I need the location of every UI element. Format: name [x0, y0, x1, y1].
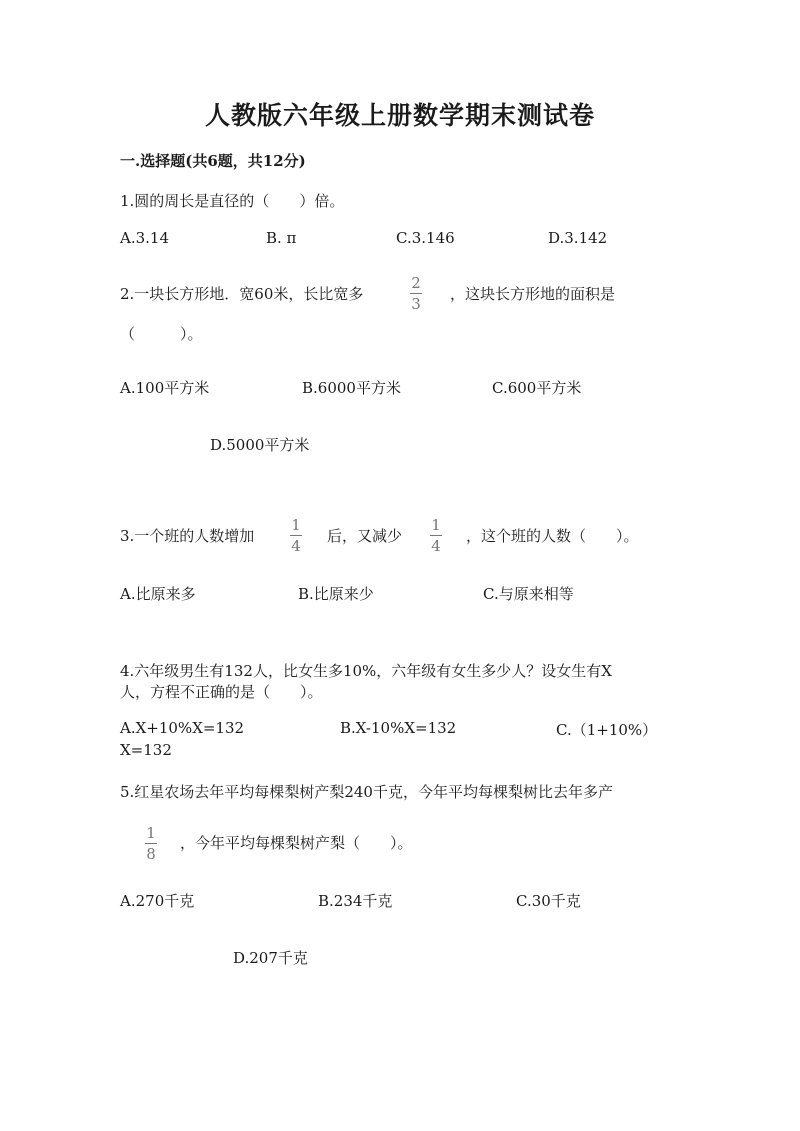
- fraction-numerator: 2: [411, 274, 421, 292]
- question-4-option-c-line2: X=132: [120, 741, 172, 759]
- question-5-option-a: A.270千克: [120, 892, 195, 910]
- question-1-option-d: D.3.142: [548, 229, 608, 247]
- page-title: 人教版六年级上册数学期末测试卷: [204, 101, 595, 130]
- question-3-text-after: ，这个班的人数（ ）。: [466, 527, 639, 545]
- fraction-numerator: 1: [291, 516, 301, 534]
- question-3-text-middle: 后，又减少: [327, 527, 403, 545]
- fraction-bar: [430, 535, 442, 536]
- question-4-option-b: B.X-10%X=132: [340, 719, 457, 737]
- fraction-denominator: 4: [291, 537, 301, 555]
- question-2-fraction: [410, 275, 422, 312]
- question-3-option-b: B.比原来少: [298, 585, 374, 603]
- fraction-bar: [290, 535, 302, 536]
- question-1-option-a: A.3.14: [120, 229, 169, 247]
- question-5-fraction: [145, 825, 157, 862]
- fraction-bar: [410, 293, 422, 294]
- question-3-fraction-1: [290, 517, 302, 554]
- question-2-option-d: D.5000平方米: [210, 436, 310, 454]
- question-4-line1: 4.六年级男生有132人，比女生多10%，六年级有女生多少人？设女生有X: [120, 662, 612, 680]
- question-3-option-c: C.与原来相等: [483, 585, 574, 603]
- section-heading: 一.选择题(共6题，共12分): [120, 152, 306, 170]
- question-5-line1: 5.红星农场去年平均每棵梨树产梨240千克，今年平均每棵梨树比去年多产: [120, 783, 613, 801]
- fraction-denominator: 4: [431, 537, 441, 555]
- question-2-option-b: B.6000平方米: [302, 379, 401, 397]
- fraction-bar: [145, 843, 157, 844]
- question-2-text-after: ，这块长方形地的面积是: [450, 285, 616, 303]
- question-3-text: 3.一个班的人数增加: [120, 527, 255, 545]
- question-2-option-c: C.600平方米: [492, 379, 582, 397]
- question-5-option-c: C.30千克: [516, 892, 581, 910]
- question-5-option-b: B.234千克: [318, 892, 393, 910]
- question-1-option-c: C.3.146: [396, 229, 455, 247]
- question-4-option-c: C.（1+10%）: [556, 721, 658, 739]
- fraction-numerator: 1: [431, 516, 441, 534]
- question-1-text: 1.圆的周长是直径的（ ）倍。: [120, 192, 345, 210]
- question-3-option-a: A.比原来多: [120, 585, 196, 603]
- question-5-text-after: ，今年平均每棵梨树产梨（ ）。: [180, 834, 413, 852]
- fraction-numerator: 1: [146, 824, 156, 842]
- question-3-fraction-2: [430, 517, 442, 554]
- fraction-denominator: 8: [146, 845, 156, 863]
- fraction-denominator: 3: [411, 295, 421, 313]
- question-5-option-d: D.207千克: [233, 949, 308, 967]
- question-4-line2: 人，方程不正确的是（ ）。: [120, 683, 323, 701]
- question-2-text-line2: （ ）。: [120, 325, 203, 343]
- question-2-text: 2.一块长方形地．宽60米，长比宽多: [120, 285, 364, 303]
- question-1-option-b: B. π: [266, 229, 297, 247]
- question-2-option-a: A.100平方米: [120, 379, 210, 397]
- question-4-option-a: A.X+10%X=132: [120, 719, 245, 737]
